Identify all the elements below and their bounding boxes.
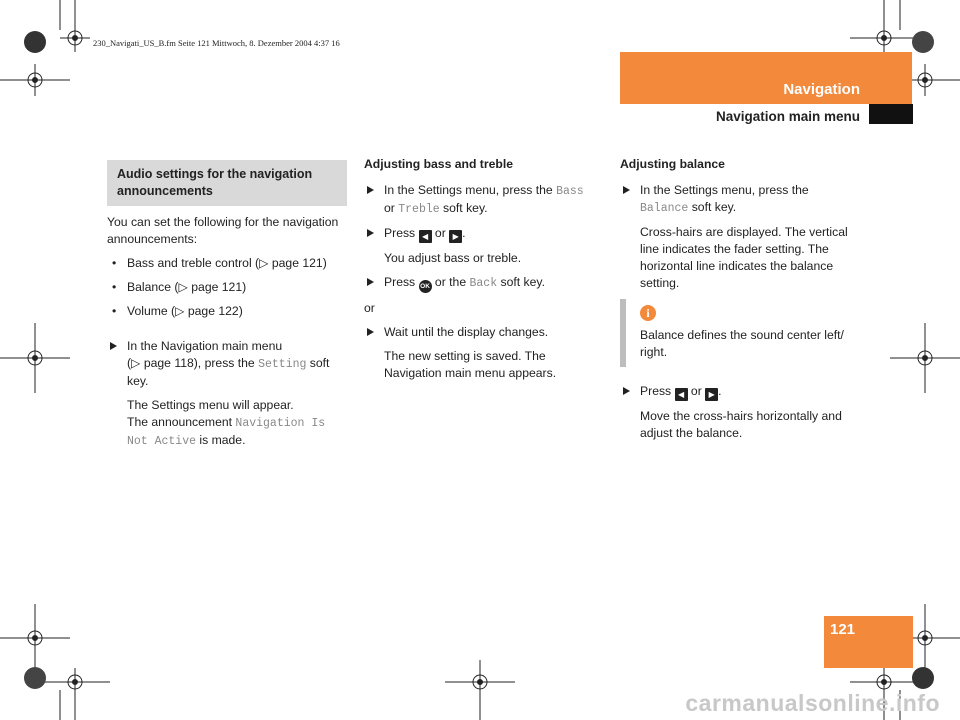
column-1 [107,160,352,457]
list-item: • Bass and treble control (▷ page 121) [107,255,352,272]
left-key-icon: ◀ [419,230,432,243]
info-note [620,299,865,367]
arrow-right-icon [110,342,117,350]
watermark: carmanualsonline.info [685,690,940,716]
list-item: • Volume (▷ page 122) [107,303,352,320]
right-key-icon: ▶ [705,388,718,401]
step-result: The new setting is saved. The Navigation main menu appears. [384,349,557,380]
arrow-right-icon [367,278,374,286]
info-text: Balance defines the sound center left/ right. [640,328,844,359]
arrow-right-icon [367,328,374,336]
arrow-right-icon [367,229,374,237]
step-result: Move the cross-hairs horizontally and adjust the balance. [640,409,842,440]
thumb-tab [869,104,913,124]
intro-text: You can set the following for the navigation announcements: [107,215,339,246]
balance-softkey: Balance [640,202,689,215]
crosshair-icon [890,323,960,393]
page-number-box [824,616,913,668]
step-press-arrows: Press ◀ or ▶ . [364,225,604,243]
column-3 [620,156,865,449]
crosshair-icon [40,668,110,720]
setting-softkey: Setting [258,358,307,371]
balance-heading: Adjusting balance [620,157,725,171]
crosshair-icon [0,323,70,393]
arrow-right-icon [367,186,374,194]
crosshair-icon [445,660,515,720]
back-softkey: Back [469,277,498,290]
audio-settings-heading: Audio settings for the navigation announcements [107,160,347,206]
crosshair-icon [0,64,70,96]
step-balance-softkey: In the Settings menu, press the Balance soft key. [620,182,865,217]
crosshair-icon [0,604,70,672]
subsection-title: Navigation main menu [715,109,860,124]
crosshair-icon [60,0,90,52]
step-press-arrows: Press ◀ or ▶ . [620,383,865,401]
ok-key-icon: OK [419,280,432,293]
column-2 [364,156,604,389]
step-press-ok: Press OK or the Back soft key. [364,274,604,293]
section-title: Navigation [783,81,860,98]
or-text: or [364,301,375,315]
step-result: Cross-hairs are displayed. The vertical line indicates the fader setting. The horizontal line indicates the balance setting. [640,225,848,290]
right-key-icon: ▶ [449,230,462,243]
bass-softkey: Bass [556,185,584,198]
arrow-right-icon [623,186,630,194]
bass-treble-heading: Adjusting bass and treble [364,157,513,171]
info-icon: i [640,305,656,321]
treble-softkey: Treble [398,203,440,216]
step-result: You adjust bass or treble. [384,251,522,265]
page-number: 121 [830,621,856,638]
step-bass-treble-softkey: In the Settings menu, press the Bass or Treble soft key. [364,182,604,218]
crosshair-icon [850,0,918,52]
list-item: • Balance (▷ page 121) [107,279,352,296]
step-settings-menu: In the Navigation main menu (▷ page 118), press the Setting soft key. [107,338,352,390]
arrow-right-icon [623,387,630,395]
left-key-icon: ◀ [675,388,688,401]
file-info-header: 230_Navigati_US_B.fm Seite 121 Mittwoch, 8. Dezember 2004 4:37 16 [93,38,340,48]
announcement-code: Navigation Is Not Active [127,417,326,448]
step-result: The Settings menu will appear. The announcement Navigation Is Not Active is made. [127,398,326,448]
step-wait: Wait until the display changes. [364,324,604,341]
section-header-box [620,52,912,104]
